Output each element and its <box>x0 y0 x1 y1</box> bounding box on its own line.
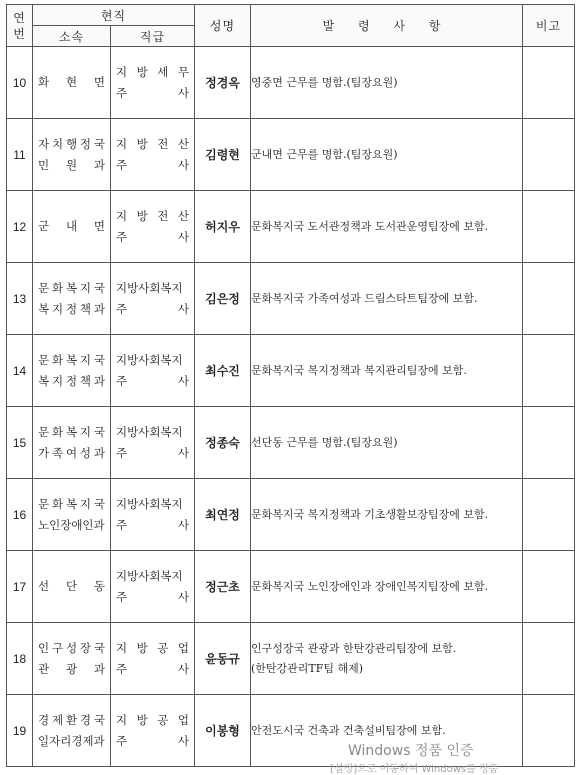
rank-text: 전 <box>157 208 169 223</box>
dept-text: 면 <box>93 75 105 89</box>
rank-cell <box>111 695 195 767</box>
note-cell <box>523 191 575 263</box>
serial-number-cell: 16 <box>7 479 33 551</box>
rank-cell <box>111 47 195 119</box>
department-cell <box>33 191 111 263</box>
person-name-cell: 김령현 <box>195 119 251 191</box>
rank-text: 산 <box>177 136 189 151</box>
rank-line <box>111 710 194 731</box>
dept-line <box>33 371 110 392</box>
header-serial-line2: 번 <box>13 26 26 41</box>
rank-text: 지 <box>116 640 128 655</box>
rank-cell <box>111 479 195 551</box>
action-text: 문화복지국 가족여성과 드림스타트팀장에 보함. <box>251 291 478 305</box>
header-rank: 직급 <box>111 26 195 47</box>
dept-text: 광 <box>65 661 78 676</box>
dept-text: 군 <box>38 219 50 233</box>
windows-activation-watermark-sub: [설정]으로 이동하여 Windows를 정품 <box>330 764 499 775</box>
dept-text: 민 <box>38 157 50 172</box>
rank-text: 주 <box>116 733 128 748</box>
rank-text: 주 <box>116 373 128 388</box>
rank-line <box>111 278 194 299</box>
dept-text: 성 <box>79 445 92 460</box>
dept-text: 정 <box>79 136 92 151</box>
rank-cell <box>111 551 195 623</box>
rank-text: 주 <box>116 517 128 532</box>
dept-text: 과 <box>93 445 105 460</box>
rank-line <box>111 515 194 536</box>
dept-text: 과 <box>93 661 105 676</box>
table-row <box>7 407 575 479</box>
rank-text: 업 <box>177 640 189 655</box>
dept-text: 화 <box>51 496 64 511</box>
action-cell <box>251 191 523 263</box>
rank-text: 지 <box>116 64 128 79</box>
rank-line <box>111 299 194 320</box>
dept-text: 동 <box>93 579 105 593</box>
person-name-cell: 윤동규 <box>195 623 251 695</box>
person-name-cell: 정경옥 <box>195 47 251 119</box>
dept-text: 일자리경제과 <box>38 733 105 748</box>
dept-text: 제 <box>51 712 64 727</box>
rank-text: 사 <box>177 445 189 460</box>
dept-text: 국 <box>93 352 105 367</box>
department-cell <box>33 335 111 407</box>
note-cell <box>523 335 575 407</box>
rank-text: 지방사회복지 <box>116 424 183 439</box>
dept-line <box>33 659 110 680</box>
rank-text: 업 <box>177 712 189 727</box>
person-name-cell: 최수진 <box>195 335 251 407</box>
department-cell <box>33 263 111 335</box>
department-cell <box>33 407 111 479</box>
dept-text: 과 <box>93 373 105 388</box>
rank-line <box>111 731 194 752</box>
dept-text: 화 <box>38 75 50 89</box>
dept-text: 문 <box>38 496 50 511</box>
action-cell <box>251 335 523 407</box>
dept-text: 현 <box>65 75 78 89</box>
action-text: 문화복지국 도서관정책과 도서관운영팀장에 보함. <box>251 219 489 233</box>
dept-text: 화 <box>51 352 64 367</box>
dept-text: 선 <box>38 579 50 593</box>
person-name-cell: 정종숙 <box>195 407 251 479</box>
header-action: 발 령 사 항 <box>251 5 523 47</box>
rank-text: 지 <box>116 208 128 223</box>
rank-text: 사 <box>177 589 189 604</box>
rank-text: 무 <box>177 64 189 79</box>
dept-text: 지 <box>79 424 92 439</box>
dept-text: 국 <box>93 640 105 655</box>
dept-text: 과 <box>93 301 105 316</box>
action-cell <box>251 551 523 623</box>
rank-text: 지방사회복지 <box>116 568 183 583</box>
dept-text: 구 <box>51 640 64 655</box>
action-text: 인구성장국 관광과 한탄강관리팀장에 보함. <box>251 641 457 655</box>
action-text: 선단동 근무를 명함.(팀장요원) <box>251 435 398 449</box>
rank-text: 사 <box>177 661 189 676</box>
rank-text: 방 <box>136 136 148 151</box>
rank-text: 공 <box>157 712 169 727</box>
person-name-cell: 김은정 <box>195 263 251 335</box>
dept-line <box>33 576 110 597</box>
rank-text: 주 <box>116 661 128 676</box>
dept-line <box>33 72 110 93</box>
note-cell <box>523 119 575 191</box>
table-header <box>7 5 575 47</box>
table-body <box>7 47 575 767</box>
person-name-cell: 이봉형 <box>195 695 251 767</box>
dept-text: 지 <box>79 352 92 367</box>
rank-line <box>111 443 194 464</box>
action-text: 군내면 근무를 명함.(팀장요원) <box>251 147 398 161</box>
dept-text: 지 <box>79 280 92 295</box>
dept-line <box>33 299 110 320</box>
table-row <box>7 47 575 119</box>
dept-text: 책 <box>79 373 92 388</box>
dept-line <box>33 731 110 752</box>
dept-text: 여 <box>65 445 78 460</box>
rank-cell <box>111 335 195 407</box>
serial-number-cell: 12 <box>7 191 33 263</box>
dept-text: 단 <box>65 579 78 593</box>
rank-line <box>111 494 194 515</box>
rank-text: 지 <box>116 712 128 727</box>
action-cell <box>251 263 523 335</box>
rank-text: 방 <box>136 712 148 727</box>
rank-text: 지방사회복지 <box>116 280 183 295</box>
dept-text: 국 <box>93 496 105 511</box>
department-cell <box>33 119 111 191</box>
department-cell <box>33 47 111 119</box>
dept-text: 국 <box>93 280 105 295</box>
table-row <box>7 335 575 407</box>
action-text: 영중면 근무를 명함.(팀장요원) <box>251 75 398 89</box>
rank-line <box>111 638 194 659</box>
dept-line <box>33 278 110 299</box>
action-cell <box>251 623 523 695</box>
table-row <box>7 263 575 335</box>
dept-text: 경 <box>79 712 92 727</box>
windows-activation-watermark: Windows 정품 인증 <box>348 743 474 759</box>
dept-text: 가 <box>38 445 50 460</box>
action-text: 안전도시국 건축과 건축설비팀장에 보함. <box>251 723 446 737</box>
header-serial-number <box>7 5 33 47</box>
rank-text: 사 <box>177 733 189 748</box>
action-cell <box>251 407 523 479</box>
dept-text: 경 <box>38 712 50 727</box>
dept-text: 행 <box>65 136 78 151</box>
action-text: 문화복지국 복지정책과 복지관리팀장에 보함. <box>251 363 467 377</box>
person-name-cell: 정근초 <box>195 551 251 623</box>
rank-text: 주 <box>116 85 128 100</box>
dept-line <box>33 710 110 731</box>
dept-line <box>33 638 110 659</box>
serial-number-cell: 18 <box>7 623 33 695</box>
department-cell <box>33 695 111 767</box>
rank-text: 전 <box>157 136 169 151</box>
rank-text: 주 <box>116 157 128 172</box>
dept-line <box>33 216 110 237</box>
dept-line <box>33 155 110 176</box>
dept-text: 국 <box>93 424 105 439</box>
dept-text: 복 <box>38 301 50 316</box>
rank-text: 사 <box>177 85 189 100</box>
dept-text: 복 <box>65 496 78 511</box>
header-department: 소속 <box>33 26 111 47</box>
dept-text: 문 <box>38 352 50 367</box>
header-note: 비고 <box>523 5 575 47</box>
serial-number-cell: 11 <box>7 119 33 191</box>
dept-text: 족 <box>51 445 64 460</box>
action-text: 문화복지국 노인장애인과 장애인복지팀장에 보함. <box>251 579 489 593</box>
rank-text: 사 <box>177 517 189 532</box>
rank-text: 세 <box>157 64 169 79</box>
serial-number-cell: 15 <box>7 407 33 479</box>
serial-number-cell: 10 <box>7 47 33 119</box>
dept-text: 복 <box>65 280 78 295</box>
table-row <box>7 623 575 695</box>
action-cell <box>251 479 523 551</box>
rank-line <box>111 659 194 680</box>
person-name-cell: 허지우 <box>195 191 251 263</box>
header-serial-line1: 연 <box>13 10 26 25</box>
note-cell <box>523 263 575 335</box>
rank-line <box>111 422 194 443</box>
dept-text: 관 <box>38 661 50 676</box>
dept-text: 지 <box>51 301 64 316</box>
dept-text: 복 <box>38 373 50 388</box>
rank-text: 방 <box>136 64 148 79</box>
serial-number-cell: 19 <box>7 695 33 767</box>
dept-text: 정 <box>65 301 78 316</box>
rank-line <box>111 134 194 155</box>
action-text: (한탄강관리TF팀 해제) <box>251 661 364 675</box>
note-cell <box>523 623 575 695</box>
dept-text: 문 <box>38 424 50 439</box>
table-row <box>7 191 575 263</box>
dept-text: 자 <box>38 136 50 151</box>
rank-text: 지방사회복지 <box>116 496 183 511</box>
rank-line <box>111 350 194 371</box>
rank-line <box>111 371 194 392</box>
note-cell <box>523 407 575 479</box>
action-cell <box>251 47 523 119</box>
rank-text: 주 <box>116 445 128 460</box>
header-name: 성명 <box>195 5 251 47</box>
dept-text: 면 <box>93 219 105 233</box>
rank-text: 사 <box>177 229 189 244</box>
note-cell <box>523 47 575 119</box>
action-text: 문화복지국 복지정책과 기초생활보장팀장에 보함. <box>251 507 489 521</box>
rank-text: 지 <box>116 136 128 151</box>
dept-text: 노인장애인과 <box>38 517 105 532</box>
rank-line <box>111 83 194 104</box>
dept-text: 복 <box>65 424 78 439</box>
header-current-position: 현직 <box>33 5 195 26</box>
rank-text: 지방사회복지 <box>116 352 183 367</box>
department-cell <box>33 551 111 623</box>
dept-text: 인 <box>38 640 50 655</box>
dept-text: 지 <box>51 373 64 388</box>
dept-text: 정 <box>65 373 78 388</box>
rank-line <box>111 62 194 83</box>
dept-text: 환 <box>65 712 78 727</box>
table-row <box>7 551 575 623</box>
rank-cell <box>111 623 195 695</box>
dept-text: 성 <box>65 640 78 655</box>
dept-text: 화 <box>51 424 64 439</box>
rank-cell <box>111 407 195 479</box>
rank-line <box>111 587 194 608</box>
dept-text: 국 <box>93 712 105 727</box>
rank-text: 산 <box>177 208 189 223</box>
note-cell <box>523 551 575 623</box>
action-cell <box>251 119 523 191</box>
dept-line <box>33 134 110 155</box>
rank-text: 공 <box>157 640 169 655</box>
dept-text: 지 <box>79 496 92 511</box>
dept-text: 내 <box>65 219 78 233</box>
note-cell <box>523 695 575 767</box>
dept-text: 화 <box>51 280 64 295</box>
rank-text: 사 <box>177 157 189 172</box>
rank-text: 주 <box>116 229 128 244</box>
dept-text: 치 <box>51 136 64 151</box>
rank-text: 주 <box>116 301 128 316</box>
serial-number-cell: 14 <box>7 335 33 407</box>
rank-cell <box>111 119 195 191</box>
dept-line <box>33 422 110 443</box>
department-cell <box>33 623 111 695</box>
serial-number-cell: 13 <box>7 263 33 335</box>
rank-line <box>111 566 194 587</box>
serial-number-cell: 17 <box>7 551 33 623</box>
rank-line <box>111 227 194 248</box>
table-row <box>7 479 575 551</box>
rank-line <box>111 155 194 176</box>
dept-line <box>33 515 110 536</box>
personnel-table <box>6 4 575 767</box>
dept-text: 책 <box>79 301 92 316</box>
dept-text: 원 <box>65 157 78 172</box>
note-cell <box>523 479 575 551</box>
dept-line <box>33 350 110 371</box>
dept-text: 국 <box>93 136 105 151</box>
rank-cell <box>111 191 195 263</box>
dept-text: 과 <box>93 157 105 172</box>
table-row <box>7 695 575 767</box>
rank-text: 방 <box>136 208 148 223</box>
table-row <box>7 119 575 191</box>
dept-text: 장 <box>79 640 92 655</box>
person-name-cell: 최연정 <box>195 479 251 551</box>
dept-line <box>33 494 110 515</box>
rank-text: 사 <box>177 373 189 388</box>
rank-text: 주 <box>116 589 128 604</box>
rank-text: 방 <box>136 640 148 655</box>
dept-line <box>33 443 110 464</box>
department-cell <box>33 479 111 551</box>
rank-line <box>111 206 194 227</box>
rank-cell <box>111 263 195 335</box>
dept-text: 문 <box>38 280 50 295</box>
dept-text: 복 <box>65 352 78 367</box>
rank-text: 사 <box>177 301 189 316</box>
